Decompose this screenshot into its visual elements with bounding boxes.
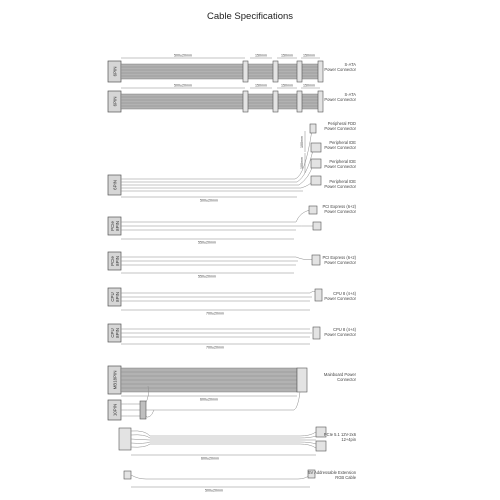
molex-connector [311, 143, 321, 152]
plug-label: 6PIN [112, 66, 118, 77]
length-label: 500±20mm [174, 83, 192, 88]
sata-connector [297, 91, 302, 112]
sata-connector [297, 61, 302, 82]
molex-connector [311, 159, 321, 168]
length-label: 100mm [300, 136, 304, 148]
pcie-6plus2-connector [313, 222, 321, 230]
connector-label: S-ATA Power Connector [324, 62, 356, 72]
flat-cable [121, 94, 322, 109]
length-label: 700±20mm [206, 345, 224, 350]
connector-label: S-ATA Power Connector [324, 92, 356, 102]
cable-10-pcie-12v-2x6 [119, 427, 326, 461]
svg-text:8PIN: 8PIN [115, 292, 120, 302]
connector-label: PCI Express (6+2) Power Connector [322, 204, 356, 214]
argb-connector [124, 471, 131, 479]
sata-connector [318, 91, 323, 112]
pcie-6plus2-connector [312, 255, 320, 265]
length-label: 150mm [281, 83, 293, 88]
cable-4-pcie [108, 206, 321, 245]
connector-label: PCIe 5.1 12V-2x6 12+4pin [323, 432, 356, 442]
cable-7-cpu [108, 324, 320, 350]
length-label: 100mm [300, 157, 304, 169]
pcie-6plus2-connector [309, 206, 317, 214]
svg-text:8PIN: 8PIN [115, 256, 120, 266]
connector-label: Peripheral IDE Power Connector [324, 159, 356, 169]
svg-text:8PIN: 8PIN [115, 221, 120, 231]
cpu-4plus4-connector [313, 327, 320, 339]
svg-text:8PIN: 8PIN [115, 328, 120, 338]
plug-label: PCIe [110, 221, 115, 231]
length-label: 550±20mm [198, 274, 216, 279]
sata-connector [273, 91, 278, 112]
cable-3-peripheral [108, 124, 321, 203]
sata-connector [243, 91, 248, 112]
length-label: 600±20mm [201, 456, 219, 461]
page-title: Cable Specifications [206, 11, 294, 22]
sata-connector [273, 61, 278, 82]
svg-text:CPU: CPU [110, 328, 115, 338]
length-label: 150mm [255, 53, 267, 58]
length-label: 550±20mm [198, 240, 216, 245]
cable-11-rgb [124, 470, 315, 493]
connector-label: PCI Express (6+2) Power Connector [322, 255, 356, 265]
connector-label: 5V Addressable Extension RGB Cable [308, 470, 356, 480]
plug-label: 6PIN [112, 180, 118, 190]
sata-connector [243, 61, 248, 82]
length-label: 150mm [303, 83, 315, 88]
atx-24pin-connector [297, 368, 307, 392]
cable-2-sata [108, 84, 323, 113]
sata-connector [318, 61, 323, 82]
cable-5-pcie [108, 252, 320, 279]
length-label: 150mm [255, 83, 267, 88]
cable-8-mainboard [108, 366, 307, 402]
connector-label: CPU 8 (4+4) Power Connector [324, 327, 356, 337]
cable-1-sata [108, 54, 323, 83]
plug-label: 6PIN [112, 96, 118, 107]
connector-label: Peripheral IDE Power Connector [324, 140, 356, 150]
length-label: 600±20mm [200, 397, 218, 402]
length-label: 150mm [281, 53, 293, 58]
cable-clip [140, 401, 146, 419]
connector-label: Mainboard Power Connector [323, 372, 356, 382]
svg-text:PCIe: PCIe [110, 256, 115, 266]
plug-label: MB18PIN [112, 370, 118, 390]
length-label: 500±20mm [200, 198, 218, 203]
length-label: 700±20mm [206, 311, 224, 316]
cable-6-cpu [108, 288, 322, 316]
length-label: 500±20mm [174, 53, 192, 58]
svg-text:CPU: CPU [110, 292, 115, 302]
pcie-8pin-connector [316, 441, 326, 451]
cpu-4plus4-connector [315, 289, 322, 301]
connector-label: CPU 8 (4+4) Power Connector [324, 291, 356, 301]
flat-cable [121, 64, 322, 79]
plug-label: 10PIN [112, 403, 118, 417]
connector-label: Peripheral IDE Power Connector [324, 179, 356, 189]
length-label: 150mm [303, 53, 315, 58]
12v-2x6-connector [119, 428, 131, 450]
fdd-connector [310, 124, 316, 133]
molex-connector [311, 176, 321, 185]
length-label: 500±20mm [205, 488, 223, 493]
connector-label: Peripheral FDD Power Connector [324, 121, 356, 131]
